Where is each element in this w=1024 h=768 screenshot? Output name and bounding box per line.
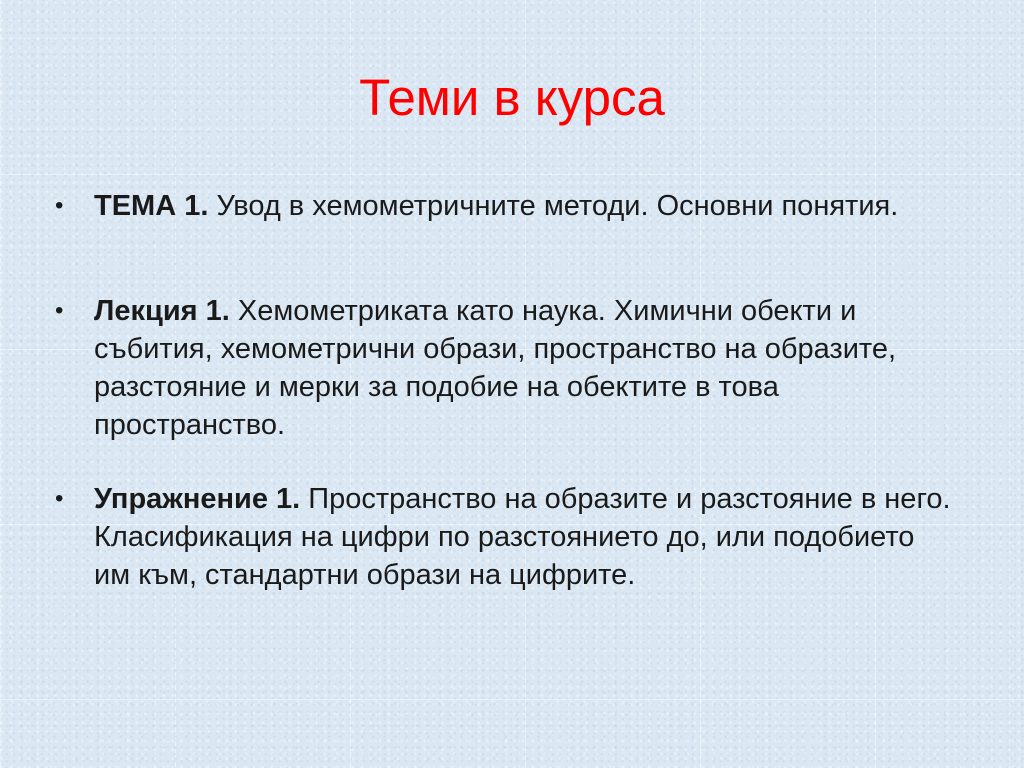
topic-list (52, 187, 952, 594)
item-text: Хемометриката като наука. Химични обекти и събития, хемометрични образи, пространство на образите, разстояние и мерки за подобие на обектите в това пространство. (94, 295, 897, 441)
bullet-icon: • (55, 485, 64, 512)
slide-title: Теми в курса (359, 69, 665, 126)
item-text: Увод в хемометричните методи. Основни понятия. (208, 190, 899, 222)
item-text: Пространство на образите и разстояние в него. Класификация на цифри по разстоянието до, или подобието им към, стандартни образи на цифрите. (94, 483, 951, 591)
item-label: Упражнение 1. (94, 483, 301, 515)
list-item-topic-1 (52, 187, 952, 225)
bullet-icon: • (55, 192, 64, 219)
item-label: Лекция 1. (94, 295, 230, 327)
list-item-exercise-1 (52, 480, 952, 594)
list-item-lecture-1 (52, 292, 952, 444)
bullet-icon: • (55, 297, 64, 324)
item-label: ТЕМА 1. (94, 190, 209, 222)
